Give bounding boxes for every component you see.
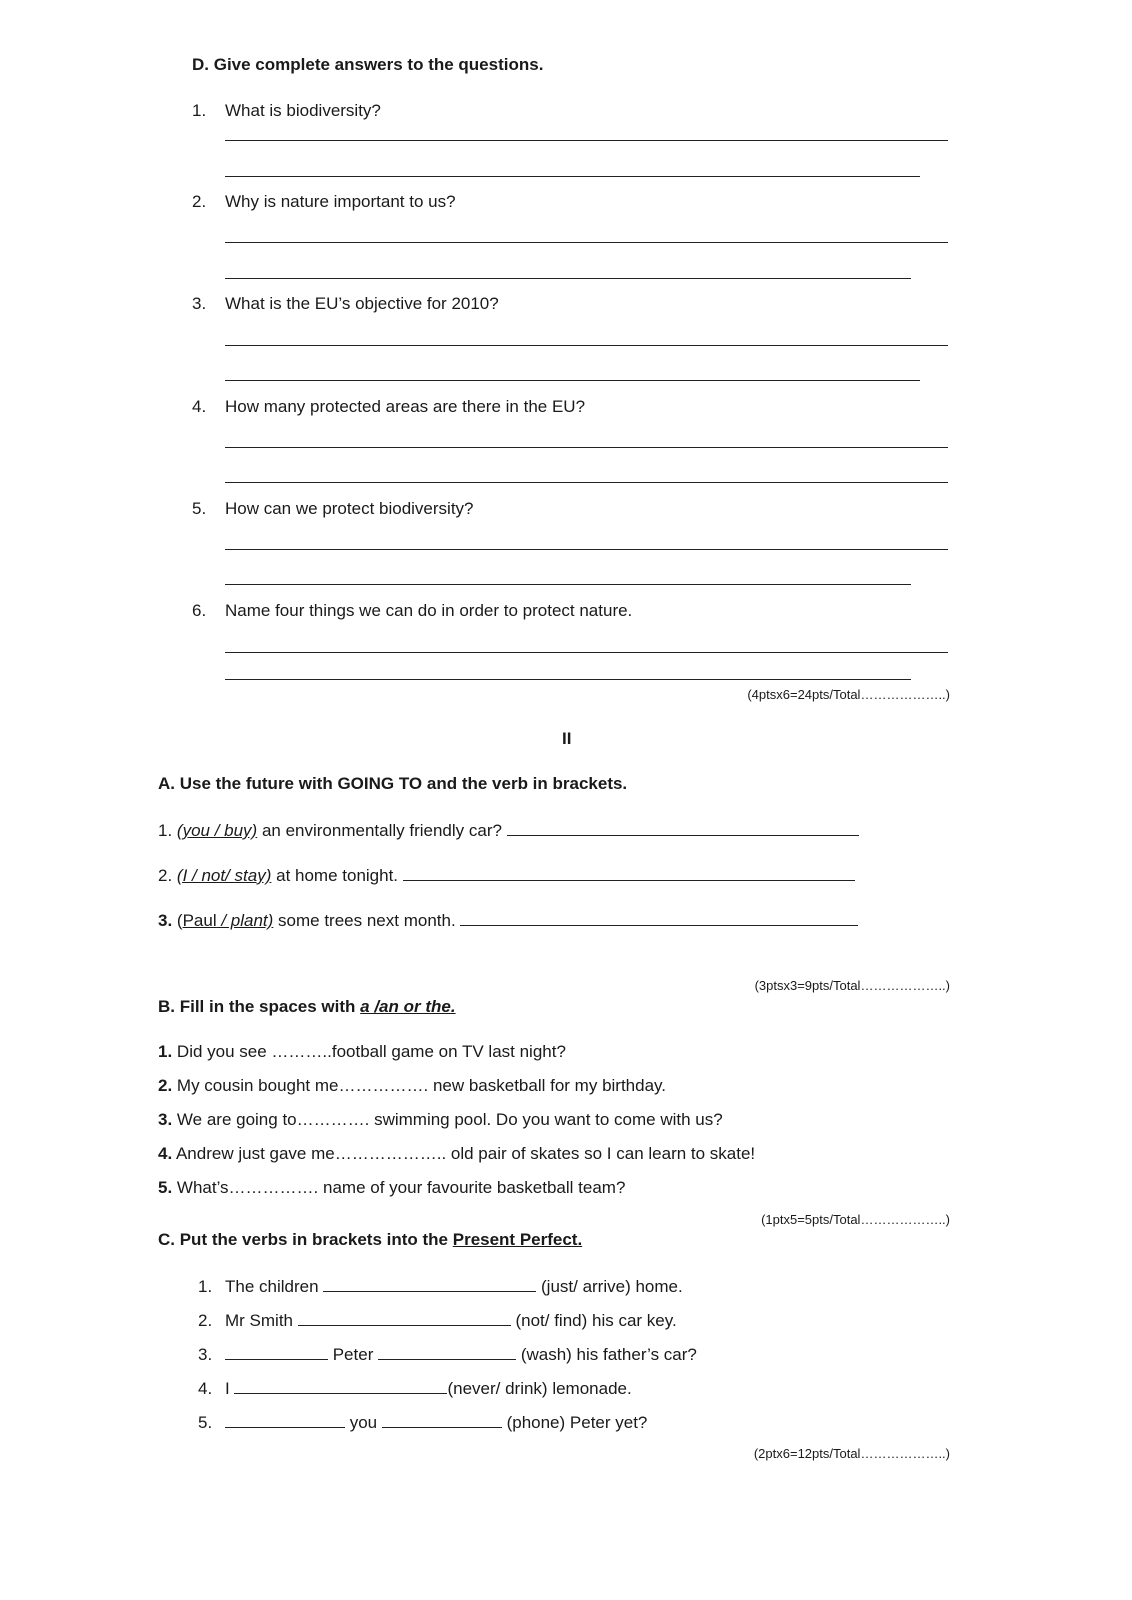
answer-line[interactable] [225, 549, 948, 550]
item-text: What’s……………. name of your favourite basketball team? [172, 1178, 626, 1197]
section-b-score: (1ptx5=5pts/Total………………..) [761, 1212, 950, 1227]
item-text: some trees next month. [273, 911, 461, 930]
item-number: 4. [158, 1144, 173, 1163]
question-text: How many protected areas are there in the EU? [225, 397, 586, 416]
question-number: 3. [192, 294, 207, 313]
section-b-title-text: B. Fill in the spaces with [158, 997, 361, 1016]
section-a-item-2 [158, 865, 855, 886]
answer-blank[interactable] [382, 1412, 502, 1428]
item-number: 3. [158, 911, 173, 930]
answer-line[interactable] [225, 345, 948, 346]
answer-blank[interactable] [403, 865, 855, 881]
section-a-item-1 [158, 820, 859, 841]
item-number: 2. [198, 1311, 213, 1330]
section-a-title: A. Use the future with GOING TO and the verb in brackets. [158, 774, 628, 793]
part-numeral: II [562, 729, 572, 748]
section-c-item-4 [198, 1378, 632, 1399]
answer-blank[interactable] [507, 820, 859, 836]
item-number: 2. [158, 866, 177, 885]
answer-line[interactable] [225, 652, 948, 653]
answer-line[interactable] [225, 242, 948, 243]
item-text-mid: you [345, 1413, 382, 1432]
section-c-score: (2ptx6=12pts/Total………………..) [753, 1446, 950, 1461]
verb-cue-verb: / plant) [216, 911, 274, 930]
item-number: 3. [158, 1110, 173, 1129]
answer-blank[interactable] [234, 1378, 447, 1394]
item-text-post: (wash) his father’s car? [516, 1345, 697, 1364]
item-number: 1. [158, 821, 177, 840]
question-text: How can we protect biodiversity? [225, 499, 474, 518]
item-text-post: (just/ arrive) home. [536, 1277, 683, 1296]
answer-blank-aux[interactable] [225, 1344, 328, 1360]
answer-blank[interactable] [378, 1344, 516, 1360]
section-b-title [158, 997, 456, 1017]
section-a-score: (3ptsx3=9pts/Total………………..) [754, 978, 950, 993]
question-text: Name four things we can do in order to protect nature. [225, 601, 633, 620]
item-text-mid: Peter [328, 1345, 379, 1364]
section-b-title-emphasis: a /an or the. [360, 997, 456, 1016]
section-b-item-3 [158, 1110, 723, 1130]
answer-line[interactable] [225, 584, 911, 585]
answer-line[interactable] [225, 679, 911, 680]
item-text: Andrew just gave me……………….. old pair of skates so I can learn to skate! [172, 1144, 756, 1163]
answer-blank[interactable] [323, 1276, 536, 1292]
answer-blank-aux[interactable] [225, 1412, 345, 1428]
section-c-title-text: C. Put the verbs in brackets into the [158, 1230, 453, 1249]
question-number: 1. [192, 101, 207, 120]
verb-cue: (I / not/ stay) [176, 866, 272, 885]
section-b-item-5 [158, 1178, 625, 1198]
question-text: What is biodiversity? [225, 101, 381, 120]
answer-line[interactable] [225, 278, 911, 279]
section-c-title-emphasis: Present Perfect. [452, 1230, 583, 1249]
question-text: What is the EU’s objective for 2010? [225, 294, 499, 313]
item-text-pre: Mr Smith [225, 1311, 298, 1330]
item-text: My cousin bought me……………. new basketball for my birthday. [172, 1076, 667, 1095]
answer-line[interactable] [225, 380, 920, 381]
section-d-score: (4ptsx6=24pts/Total………………..) [747, 687, 950, 702]
item-text: Did you see ………..football game on TV last night? [172, 1042, 566, 1061]
item-text-pre: The children [225, 1277, 324, 1296]
section-a-item-3 [158, 910, 858, 931]
item-number: 3. [198, 1345, 213, 1364]
answer-line[interactable] [225, 447, 948, 448]
item-number: 5. [198, 1413, 213, 1432]
section-d-title: D. Give complete answers to the questions. [192, 55, 544, 74]
answer-line[interactable] [225, 482, 948, 483]
section-c-item-5 [198, 1412, 647, 1433]
section-b-item-4 [158, 1144, 755, 1164]
section-c-title [158, 1230, 582, 1250]
section-c-item-1 [198, 1276, 683, 1297]
answer-blank[interactable] [460, 910, 858, 926]
item-text: at home tonight. [271, 866, 403, 885]
item-text: We are going to…………. swimming pool. Do you want to come with us? [172, 1110, 723, 1129]
section-c-item-3 [198, 1344, 697, 1365]
item-number: 1. [158, 1042, 173, 1061]
question-number: 4. [192, 397, 207, 416]
item-text: an environmentally friendly car? [257, 821, 507, 840]
question-number: 5. [192, 499, 207, 518]
item-number: 1. [198, 1277, 213, 1296]
item-text-post: (never/ drink) lemonade. [447, 1379, 632, 1398]
verb-cue-subject: Paul [182, 911, 217, 930]
item-number: 4. [198, 1379, 213, 1398]
item-text-post: (not/ find) his car key. [510, 1311, 677, 1330]
answer-line[interactable] [225, 176, 920, 177]
section-c-item-2 [198, 1310, 677, 1331]
section-b-item-2 [158, 1076, 666, 1096]
question-number: 6. [192, 601, 207, 620]
question-text: Why is nature important to us? [225, 192, 456, 211]
verb-cue-open: ( [172, 911, 183, 930]
item-text-pre: I [225, 1379, 235, 1398]
question-number: 2. [192, 192, 207, 211]
answer-line[interactable] [225, 140, 948, 141]
section-b-item-1 [158, 1042, 566, 1062]
item-number: 5. [158, 1178, 173, 1197]
item-text-post: (phone) Peter yet? [501, 1413, 648, 1432]
answer-blank[interactable] [298, 1310, 511, 1326]
verb-cue: (you / buy) [176, 821, 258, 840]
item-number: 2. [158, 1076, 173, 1095]
